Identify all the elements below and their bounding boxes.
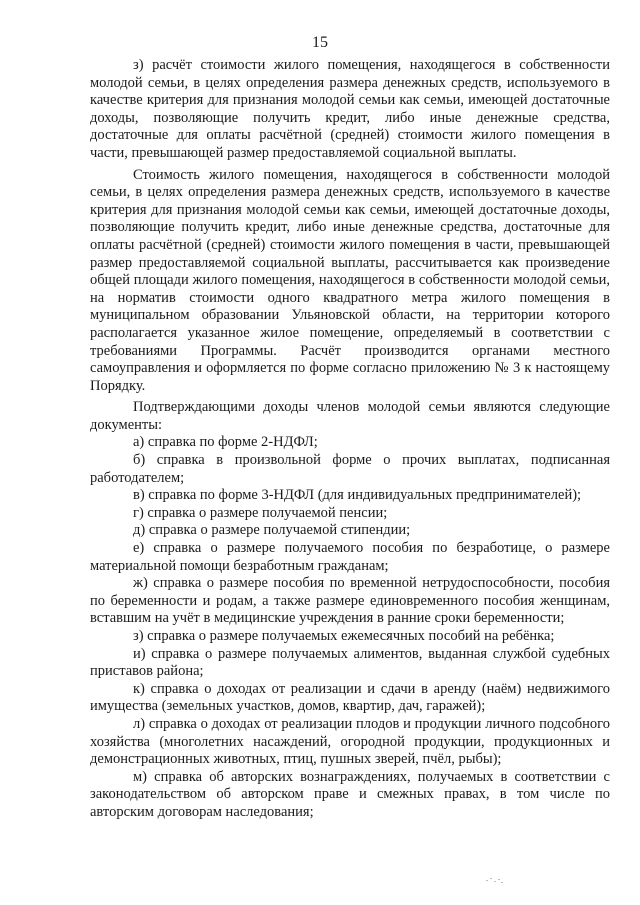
list-item-b: б) справка в произвольной форме о прочих выплатах, подписанная работодателем; xyxy=(90,452,610,486)
list-item-v: в) справка по форме 3-НДФЛ (для индивидуальных предпринимателей); xyxy=(133,487,582,504)
list-item-d: д) справка о размере получаемой стипендии; xyxy=(133,522,411,539)
paragraph-cost-calculation: Стоимость жилого помещения, находящегося в собственности молодой семьи, в целях определения размера денежных средств, используемого в качестве критерия для признания молодой семьи как семьи, имеющей достаточные доходы, позволяющие получить кредит, либо иные денежные средства, достаточные для оплаты расчётной (средней) стоимости жилого помещения в части, превышающей размер предоставляемой социальной выплаты, рассчитывается как произведение общей площади жилого помещения, находящегося в собственности молодой семьи, на норматив стоимости одного квадратного метра жилого помещения в муниципальном образовании Ульяновской области, на территории которого располагается указанное жилое помещение, определяемый в соответствии с требованиями Программы. Расчёт производится органами местного самоуправления и оформляется по форме согласно приложению № 3 к настоящему Порядку. xyxy=(90,166,610,394)
paragraph-item-z: з) расчёт стоимости жилого помещения, находящегося в собственности молодой семьи, в целях определения размера денежных средств, используемого в качестве критерия для признания молодой семьи как семьи, имеющей достаточные доходы, позволяющие получить кредит, либо иные денежные средства, достаточные для оплаты расчётной (средней) стоимости жилого помещения в части, превышающей размер предоставляемой социальной выплаты. xyxy=(90,57,610,161)
body-text xyxy=(90,57,610,822)
list-item-g: г) справка о размере получаемой пенсии; xyxy=(133,504,388,521)
list-item-a: а) справка по форме 2-НДФЛ; xyxy=(133,434,318,451)
paragraph-documents-intro: Подтверждающими доходы членов молодой семьи являются следующие документы: xyxy=(90,399,610,433)
list-item-l: л) справка о доходах от реализации плодов и продукции личного подсобного хозяйства (многолетних насаждений, огородной продукции, продукционных и демонстрационных животных, птиц, пушных зверей, пчёл, рыбы); xyxy=(90,715,610,768)
list-item-z: з) справка о размере получаемых ежемесячных пособий на ребёнка; xyxy=(133,628,555,644)
list-item-zh: ж) справка о размере пособия по временной нетрудоспособности, пособия по беременности и родам, а также размере единовременного пособия женщинам, вставшим на учёт в медицинские учреждения в ранние сроки беременности; xyxy=(90,575,610,627)
list-item-m: м) справка об авторских вознаграждениях, получаемых в соответствии с законодательством об авторском праве и смежных правах, в том числе по авторским договорам наследования; xyxy=(90,768,610,820)
list-item-k: к) справка о доходах от реализации и сдачи в аренду (наём) недвижимого имущества (земельных участков, домов, квартир, дач, гаражей); xyxy=(90,680,610,715)
scan-artifact xyxy=(486,877,506,885)
page-number: 15 xyxy=(312,34,328,51)
list-item-e: е) справка о размере получаемого пособия по безработице, о размере материальной помощи безработным гражданам; xyxy=(90,540,610,574)
list-item-i: и) справка о размере получаемых алиментов, выданная службой судебных приставов района; xyxy=(90,645,610,680)
